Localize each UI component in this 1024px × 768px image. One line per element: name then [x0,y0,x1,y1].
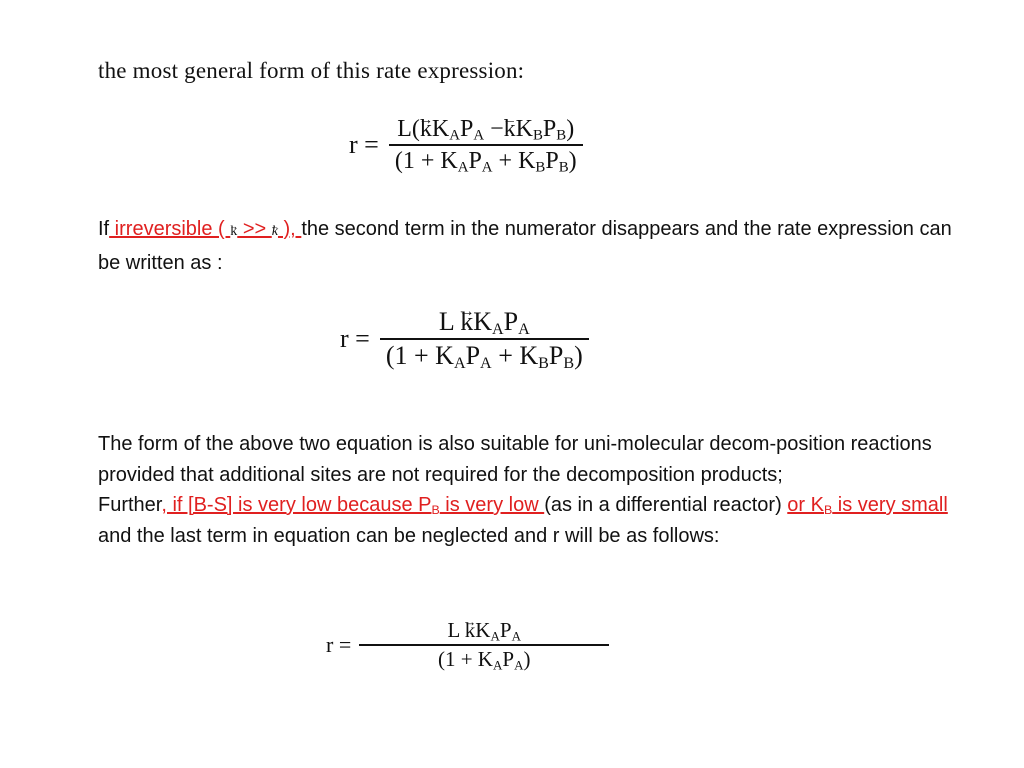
irreversible-highlight: irreversible ( → k >> ← k ), [109,218,301,240]
eq2-denominator: $(1 + K_AP_A + K_BP_B)$ [385,340,583,372]
eq3-numerator: $L \to kK_AP_A$ [441,617,526,644]
kb-small-highlight: or $K_B$ is very small [787,494,948,518]
bs-low-highlight: , if [B-S] is very low because $P_B$ is very low [161,494,545,518]
eq3-lhs: r = [326,631,352,657]
rate-equation-simplified [326,617,609,673]
para1-rest: the second term in the numerator disappears and the rate expression can be written as : [98,218,952,274]
para2-further: Further, if [B-S] is very low because $P_B$ is very low (as in a differential reactor) or $K_B$ is very small and the last term in equation can be neglected and r will be as follows: [98,494,948,547]
eq3-fraction [359,617,609,673]
eq1-denominator: $(1 + K_AP_A + K_BP_B)$ [394,147,577,176]
eq1-fraction [389,114,583,176]
eq2-numerator: $L \to kK_AP_A$ [433,306,536,338]
heading-text: the most general form of this rate expression: [98,58,525,83]
rate-equation-general [349,114,583,176]
paragraph-irreversible [98,214,978,278]
eq1-numerator: $L(\to kK_AP_A$ −← $kK_BP_B$) [391,114,580,144]
paragraph-unimolecular [98,429,978,551]
eq3-denominator: $(1 + K_AP_A)$ [437,646,531,672]
para2-line1: The form of the above two equation is also suitable for uni-molecular decom-position reactions provided that additional sites are not required for the decomposition products; [98,433,932,486]
rate-equation-irreversible [340,306,589,372]
if-text: If [98,218,110,240]
eq1-lhs: r = [349,129,379,159]
eq2-fraction [380,306,589,372]
eq2-lhs: r = [340,323,370,353]
